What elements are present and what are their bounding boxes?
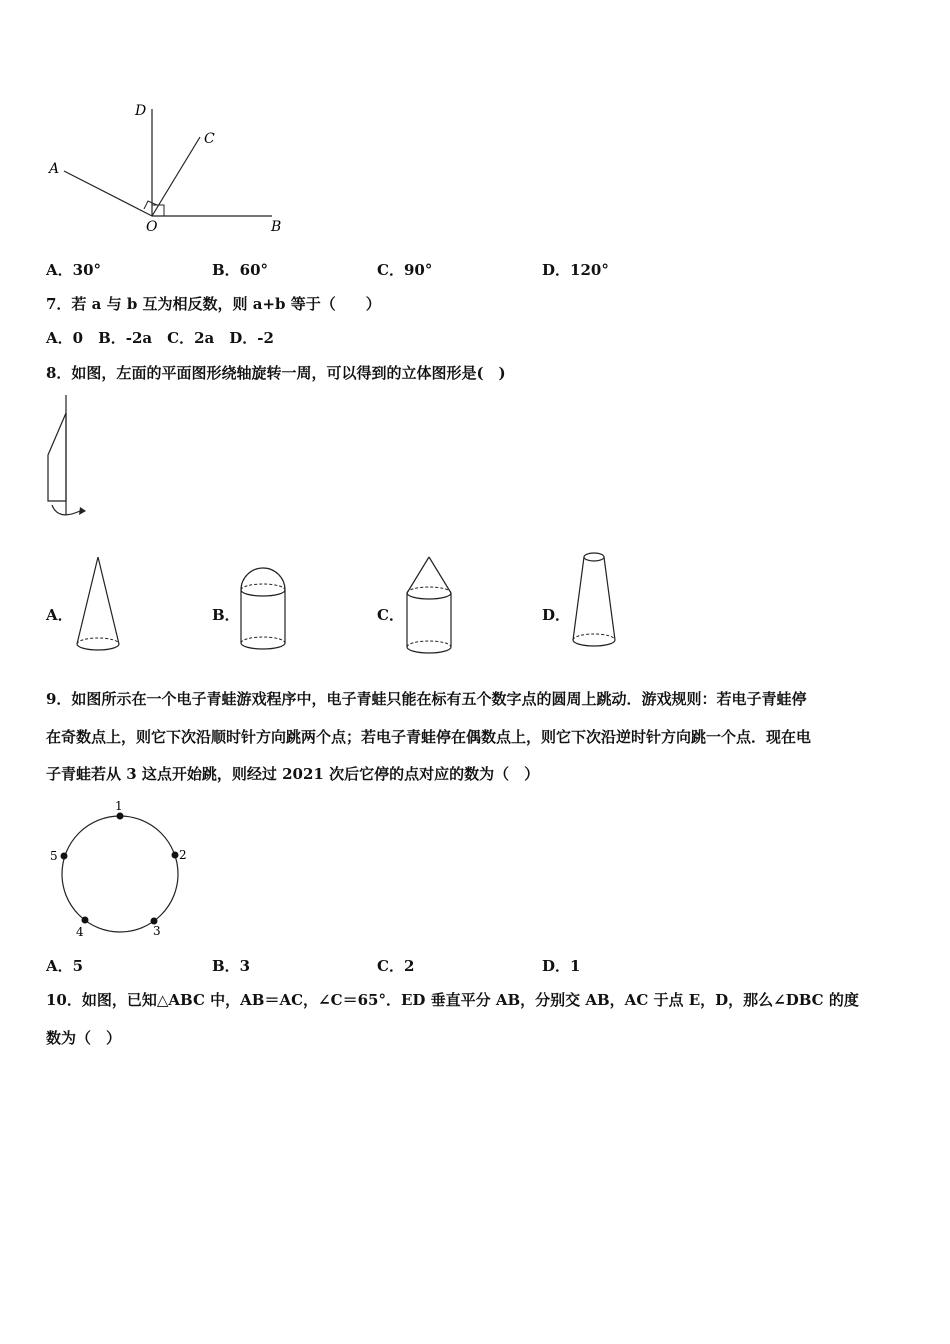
q9-stem-line-1: 9．如图所示在一个电子青蛙游戏程序中，电子青蛙只能在标有五个数字点的圆周上跳动．游戏规则：若电子青蛙停 xyxy=(46,690,807,708)
base-back xyxy=(407,641,451,647)
q6-option-d[interactable]: D．120° xyxy=(542,261,609,279)
base-back xyxy=(241,637,285,643)
q8-stem: 8．如图，左面的平面图形绕轴旋转一周，可以得到的立体图形是( ) xyxy=(46,364,506,382)
arrow-head-icon xyxy=(79,507,86,515)
frustum-right xyxy=(604,557,615,640)
q7-options[interactable]: A．0 B．-2a C．2a D．-2 xyxy=(46,329,274,347)
label-o: O xyxy=(146,219,158,235)
q6-option-a[interactable]: A．30° xyxy=(46,261,102,279)
cone-left-edge xyxy=(77,557,98,644)
base-front xyxy=(241,643,285,649)
q9-option-b[interactable]: B．3 xyxy=(212,957,251,975)
frustum-left xyxy=(573,557,584,640)
q6-option-c[interactable]: C．90° xyxy=(377,261,433,279)
point-1 xyxy=(117,813,124,820)
option-c-cylinder-cone xyxy=(403,553,455,663)
frustum-top xyxy=(584,553,604,561)
q9-stem-line-3: 子青蛙若从 3 这点开始跳，则经过 2021 次后它停的点对应的数为（ ） xyxy=(46,765,540,783)
point-label-1: 1 xyxy=(115,799,123,813)
cone-base-front xyxy=(77,644,119,650)
label-b: B xyxy=(271,219,282,235)
top-ellipse-back xyxy=(407,587,451,593)
label-d: D xyxy=(135,103,147,119)
cone-base-back xyxy=(77,638,119,644)
circle-track xyxy=(62,816,178,932)
q9-stem-line-2: 在奇数点上，则它下次沿顺时针方向跳两个点；若电子青蛙停在偶数点上，则它下次沿逆时针方向跳一个点．现在电 xyxy=(46,728,812,746)
point-4 xyxy=(82,917,89,924)
plane-shape xyxy=(48,413,66,501)
base-front xyxy=(407,647,451,653)
option-d-frustum xyxy=(569,548,619,658)
point-label-2: 2 xyxy=(179,848,187,862)
top-ellipse-back xyxy=(241,584,285,590)
q8-option-b[interactable]: B． xyxy=(212,606,240,624)
q9-option-d[interactable]: D．1 xyxy=(542,957,581,975)
cone-top-right xyxy=(429,557,451,593)
option-a-cone xyxy=(73,552,123,652)
q7-stem: 7．若 a 与 b 互为相反数，则 a+b 等于（ ） xyxy=(46,295,381,313)
q8-option-c[interactable]: C． xyxy=(377,606,404,624)
q9-option-c[interactable]: C．2 xyxy=(377,957,415,975)
cone-top-left xyxy=(407,557,429,593)
q10-stem-line-1: 10．如图，已知△ABC 中，AB＝AC，∠C＝65°．ED 垂直平分 AB，分别交 AB，AC 于点 E，D，那么∠DBC 的度 xyxy=(46,991,859,1009)
cone-right-edge xyxy=(98,557,119,644)
hemisphere-top xyxy=(241,568,285,590)
top-ellipse-front xyxy=(407,593,451,599)
point-label-5: 5 xyxy=(50,849,58,863)
angle-figure xyxy=(40,95,300,245)
q8-option-d[interactable]: D． xyxy=(542,606,571,624)
q8-option-a[interactable]: A． xyxy=(46,606,73,624)
q6-option-b[interactable]: B．60° xyxy=(212,261,269,279)
frustum-base-front xyxy=(573,640,615,646)
ray-oc xyxy=(152,137,200,216)
point-label-4: 4 xyxy=(76,925,84,939)
q9-option-a[interactable]: A．5 xyxy=(46,957,84,975)
label-a: A xyxy=(49,161,60,177)
frog-circle-figure xyxy=(45,798,195,943)
ray-oa xyxy=(64,171,152,216)
label-c: C xyxy=(204,131,215,147)
frustum-base-back xyxy=(573,634,615,640)
point-label-3: 3 xyxy=(153,924,161,938)
q10-stem-line-2: 数为（ ） xyxy=(46,1029,122,1047)
point-2 xyxy=(172,852,179,859)
top-ellipse-front xyxy=(241,590,285,596)
rotation-shape-figure xyxy=(40,393,90,523)
option-b-cylinder-hemisphere xyxy=(237,545,289,655)
point-5 xyxy=(61,853,68,860)
